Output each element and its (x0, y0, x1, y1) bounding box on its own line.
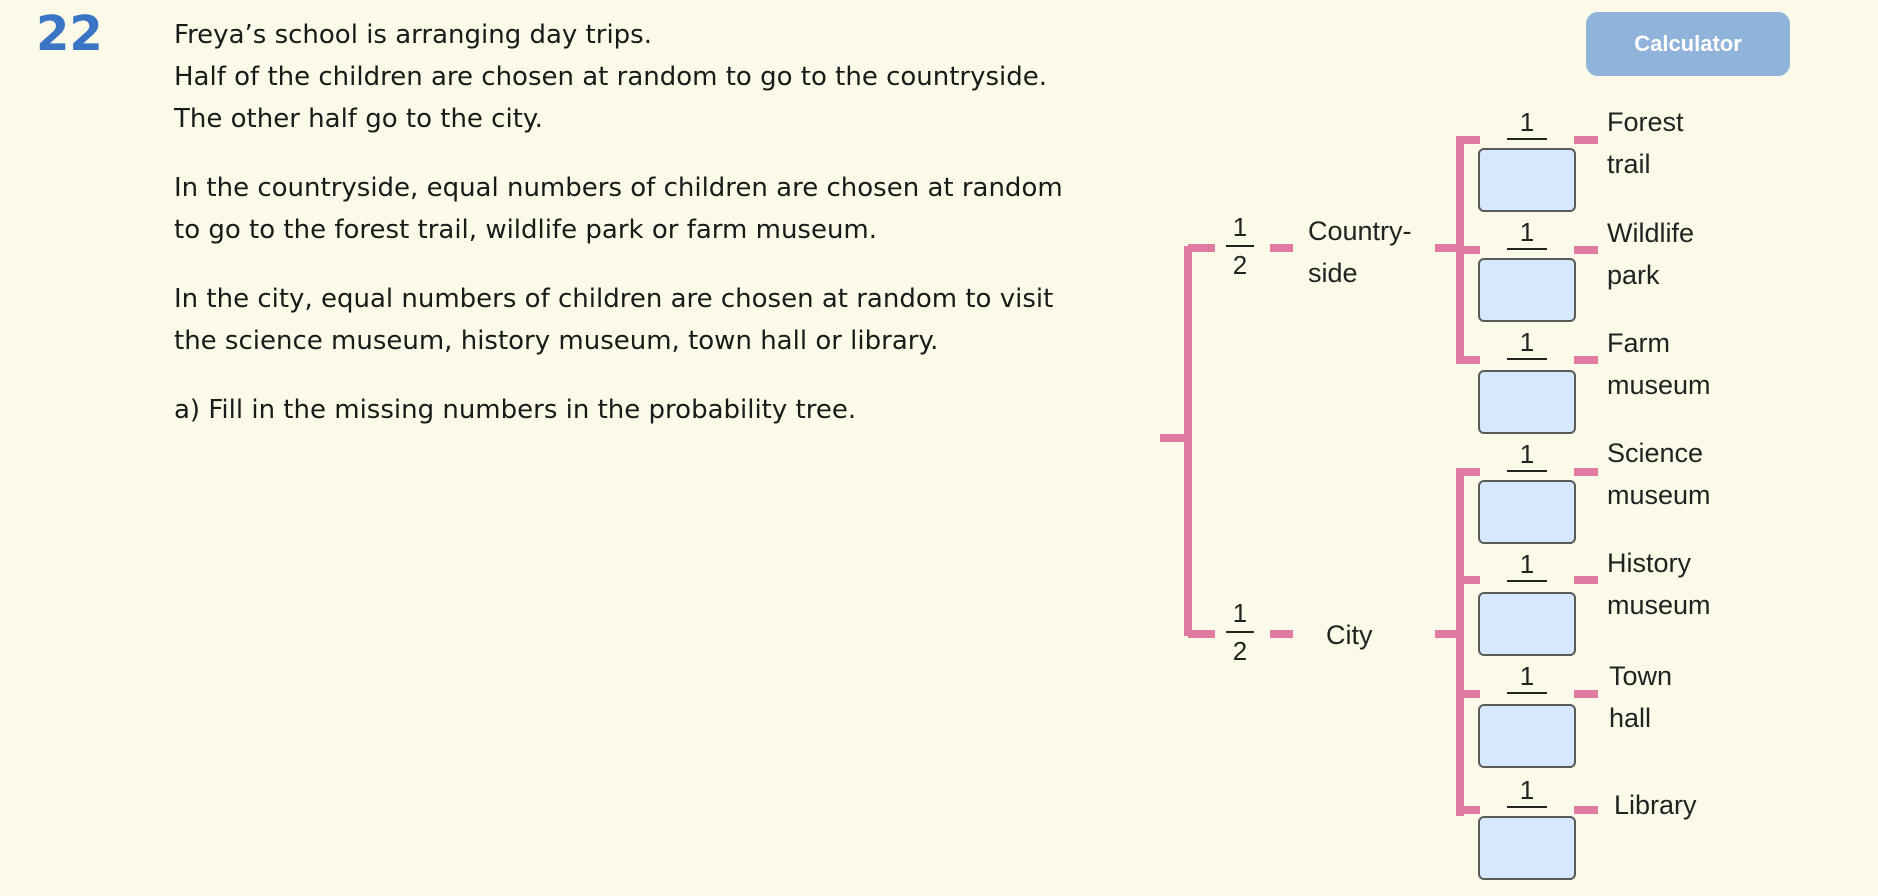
countryside-probability (1220, 212, 1260, 280)
forest-trail-label-line1: Forest (1607, 107, 1684, 137)
part-a-instruction: a) Fill in the missing numbers in the probability tree. (174, 395, 857, 425)
city-denominator: 2 (1232, 636, 1248, 666)
forest-trail-label-line2: trail (1607, 149, 1651, 179)
town-hall-numerator: 1 (1519, 661, 1535, 691)
countryside-line-2: to go to the forest trail, wildlife park or farm museum. (174, 215, 878, 245)
fraction-bar (1507, 138, 1547, 140)
wildlife-park-fraction (1493, 218, 1561, 250)
library-label: Library (1614, 790, 1697, 820)
wildlife-park-label-line1: Wildlife (1607, 218, 1695, 248)
library-numerator: 1 (1519, 775, 1535, 805)
forest-trail-label (1607, 101, 1684, 185)
science-museum-label-line2: museum (1607, 480, 1711, 510)
fraction-bar (1226, 631, 1254, 633)
intro-line-3: The other half go to the city. (174, 104, 543, 134)
library-denominator-input[interactable] (1478, 816, 1576, 880)
wildlife-park-label (1607, 212, 1694, 296)
farm-museum-numerator: 1 (1519, 327, 1535, 357)
countryside-numerator: 1 (1232, 212, 1248, 242)
countryside-denominator: 2 (1232, 250, 1248, 280)
fraction-bar (1507, 806, 1547, 808)
town-hall-label-line2: hall (1609, 703, 1652, 733)
farm-museum-denominator-input[interactable] (1478, 370, 1576, 434)
intro-line-1: Freya’s school is arranging day trips. (174, 20, 652, 50)
question-number: 22 (36, 6, 103, 62)
farm-museum-fraction (1493, 328, 1561, 360)
library-fraction (1493, 776, 1561, 808)
intro-line-2: Half of the children are chosen at random to go to the countryside. (174, 62, 1048, 92)
town-hall-label (1609, 655, 1672, 739)
farm-museum-label (1607, 322, 1711, 406)
farm-museum-label-line2: museum (1607, 370, 1711, 400)
history-museum-fraction (1493, 550, 1561, 582)
history-museum-label-line1: History (1607, 548, 1692, 578)
city-probability (1220, 598, 1260, 666)
wildlife-park-numerator: 1 (1519, 217, 1535, 247)
forest-trail-denominator-input[interactable] (1478, 148, 1576, 212)
science-museum-numerator: 1 (1519, 439, 1535, 469)
city-line-1: In the city, equal numbers of children are chosen at random to visit (174, 284, 1054, 314)
science-museum-denominator-input[interactable] (1478, 480, 1576, 544)
fraction-bar (1507, 470, 1547, 472)
fraction-bar (1226, 245, 1254, 247)
countryside-label-line1: Country- (1308, 216, 1412, 246)
science-museum-label (1607, 432, 1711, 516)
city-label: City (1326, 620, 1373, 650)
fraction-bar (1507, 580, 1547, 582)
science-museum-fraction (1493, 440, 1561, 472)
forest-trail-numerator: 1 (1519, 107, 1535, 137)
town-hall-fraction (1493, 662, 1561, 694)
fraction-bar (1507, 358, 1547, 360)
farm-museum-label-line1: Farm (1607, 328, 1670, 358)
history-museum-label (1607, 542, 1711, 626)
history-museum-numerator: 1 (1519, 549, 1535, 579)
town-hall-label-line1: Town (1609, 661, 1673, 691)
city-numerator: 1 (1232, 598, 1248, 628)
history-museum-denominator-input[interactable] (1478, 592, 1576, 656)
countryside-line-1: In the countryside, equal numbers of children are chosen at random (174, 173, 1063, 203)
history-museum-label-line2: museum (1607, 590, 1711, 620)
countryside-label (1308, 210, 1412, 294)
city-line-2: the science museum, history museum, town hall or library. (174, 326, 939, 356)
science-museum-label-line1: Science (1607, 438, 1704, 468)
countryside-label-line2: side (1308, 258, 1358, 288)
forest-trail-fraction (1493, 108, 1561, 140)
fraction-bar (1507, 692, 1547, 694)
calculator-button[interactable]: Calculator (1586, 12, 1790, 76)
wildlife-park-denominator-input[interactable] (1478, 258, 1576, 322)
fraction-bar (1507, 248, 1547, 250)
wildlife-park-label-line2: park (1607, 260, 1660, 290)
town-hall-denominator-input[interactable] (1478, 704, 1576, 768)
